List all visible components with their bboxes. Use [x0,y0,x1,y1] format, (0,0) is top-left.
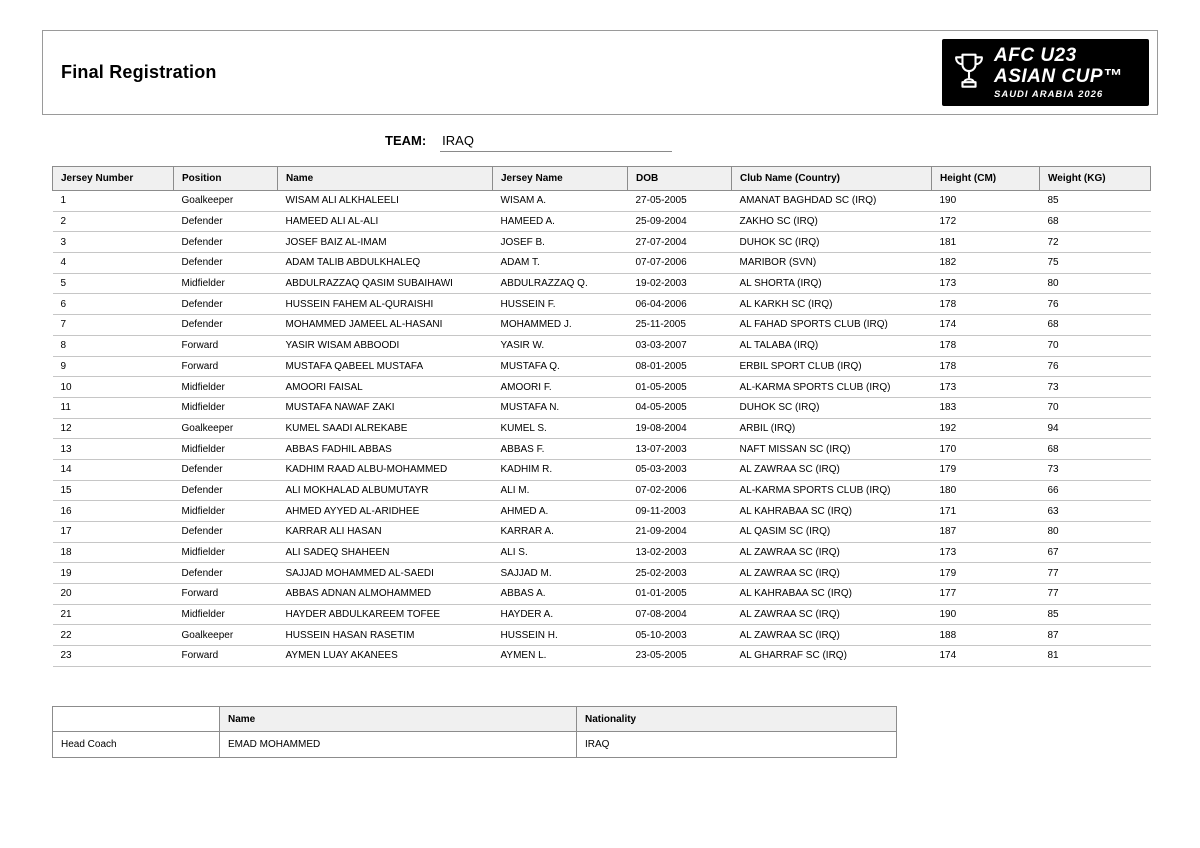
column-header: Name [220,707,577,732]
trophy-icon [952,50,986,96]
table-cell: 85 [1040,604,1151,625]
table-cell: 73 [1040,377,1151,398]
table-cell: 70 [1040,397,1151,418]
table-cell: 182 [932,253,1040,274]
team-label: TEAM: [385,133,427,148]
table-cell: HUSSEIN HASAN RASETIM [278,625,493,646]
table-cell: 17 [53,522,174,543]
table-row [53,356,1151,377]
table-cell: Forward [174,335,278,356]
header-row [53,167,1151,191]
table-cell: HAYDER A. [493,604,628,625]
table-cell: 85 [1040,191,1151,212]
logo-line-1: AFC U23 [994,44,1077,66]
table-cell: Defender [174,294,278,315]
table-cell: Defender [174,522,278,543]
table-row [53,273,1151,294]
table-cell: HAYDER ABDULKAREEM TOFEE [278,604,493,625]
table-cell: AYMEN L. [493,646,628,667]
table-cell: 173 [932,542,1040,563]
table-cell: 15 [53,480,174,501]
table-cell: Goalkeeper [174,191,278,212]
table-cell: 23-05-2005 [628,646,732,667]
column-header [53,707,220,732]
table-cell: AL ZAWRAA SC (IRQ) [732,542,932,563]
table-cell: KADHIM R. [493,459,628,480]
table-cell: AMOORI F. [493,377,628,398]
table-cell: MARIBOR (SVN) [732,253,932,274]
table-cell: MUSTAFA Q. [493,356,628,377]
table-cell: Defender [174,480,278,501]
table-cell: 77 [1040,584,1151,605]
table-cell: 63 [1040,501,1151,522]
table-cell: AHMED A. [493,501,628,522]
table-cell: 181 [932,232,1040,253]
table-cell: 19-02-2003 [628,273,732,294]
table-cell: Forward [174,646,278,667]
table-cell: 9 [53,356,174,377]
table-cell: 77 [1040,563,1151,584]
table-cell: 1 [53,191,174,212]
table-cell: 70 [1040,335,1151,356]
table-cell: 27-05-2005 [628,191,732,212]
table-cell: 2 [53,211,174,232]
table-cell: MUSTAFA QABEEL MUSTAFA [278,356,493,377]
column-header: Jersey Number [53,167,174,191]
column-header: Name [278,167,493,191]
table-cell: SAJJAD M. [493,563,628,584]
table-cell: 06-04-2006 [628,294,732,315]
table-cell: 80 [1040,522,1151,543]
table-cell: 87 [1040,625,1151,646]
table-cell: 11 [53,397,174,418]
table-row [53,377,1151,398]
table-cell: JOSEF B. [493,232,628,253]
table-cell: 08-01-2005 [628,356,732,377]
table-cell: DUHOK SC (IRQ) [732,232,932,253]
table-cell: 07-07-2006 [628,253,732,274]
table-cell: KUMEL S. [493,418,628,439]
column-header: Position [174,167,278,191]
table-cell: 21 [53,604,174,625]
table-cell: 183 [932,397,1040,418]
table-cell: ALI S. [493,542,628,563]
table-cell: SAJJAD MOHAMMED AL-SAEDI [278,563,493,584]
table-cell: ABBAS A. [493,584,628,605]
table-cell: 16 [53,501,174,522]
table-cell: KUMEL SAADI ALREKABE [278,418,493,439]
table-cell: 13 [53,439,174,460]
table-cell: 10 [53,377,174,398]
logo-line-3: SAUDI ARABIA 2026 [994,88,1104,100]
page-title: Final Registration [61,62,217,82]
column-header: DOB [628,167,732,191]
table-cell: KARRAR ALI HASAN [278,522,493,543]
table-cell: AL KAHRABAA SC (IRQ) [732,501,932,522]
table-cell: ABBAS ADNAN ALMOHAMMED [278,584,493,605]
table-row [53,625,1151,646]
table-cell: AYMEN LUAY AKANEES [278,646,493,667]
table-cell: AL ZAWRAA SC (IRQ) [732,563,932,584]
logo-line-2: ASIAN CUP™ [994,65,1123,87]
table-cell: Midfielder [174,542,278,563]
table-cell: 01-01-2005 [628,584,732,605]
table-cell: WISAM A. [493,191,628,212]
table-cell: 7 [53,315,174,336]
table-cell: AL ZAWRAA SC (IRQ) [732,459,932,480]
table-row [53,459,1151,480]
players-table-body [53,191,1151,667]
table-cell: 187 [932,522,1040,543]
table-cell: Defender [174,211,278,232]
page-header [42,30,1158,115]
table-cell: YASIR WISAM ABBOODI [278,335,493,356]
table-cell: 76 [1040,356,1151,377]
table-cell: 07-02-2006 [628,480,732,501]
table-cell: 179 [932,563,1040,584]
table-cell: 180 [932,480,1040,501]
table-cell: 25-11-2005 [628,315,732,336]
table-cell: 03-03-2007 [628,335,732,356]
table-cell: 170 [932,439,1040,460]
table-cell: Head Coach [53,732,220,758]
table-row [53,315,1151,336]
table-cell: AMOORI FAISAL [278,377,493,398]
table-cell: 12 [53,418,174,439]
table-cell: 72 [1040,232,1151,253]
table-cell: 25-09-2004 [628,211,732,232]
table-cell: 177 [932,584,1040,605]
table-cell: AL ZAWRAA SC (IRQ) [732,625,932,646]
table-cell: 190 [932,604,1040,625]
table-row [53,335,1151,356]
table-cell: 192 [932,418,1040,439]
table-cell: JOSEF BAIZ AL-IMAM [278,232,493,253]
table-cell: HUSSEIN FAHEM AL-QURAISHI [278,294,493,315]
table-cell: 07-08-2004 [628,604,732,625]
table-row [53,397,1151,418]
table-cell: HUSSEIN F. [493,294,628,315]
table-row [53,604,1151,625]
table-cell: Midfielder [174,397,278,418]
table-cell: 20 [53,584,174,605]
table-cell: AL GHARRAF SC (IRQ) [732,646,932,667]
table-cell: HAMEED A. [493,211,628,232]
table-cell: Defender [174,253,278,274]
table-cell: 94 [1040,418,1151,439]
table-cell: Midfielder [174,501,278,522]
table-row [53,211,1151,232]
staff-table [52,706,897,758]
table-cell: 05-10-2003 [628,625,732,646]
table-cell: Midfielder [174,273,278,294]
table-cell: ALI MOKHALAD ALBUMUTAYR [278,480,493,501]
table-row [53,563,1151,584]
table-cell: WISAM ALI ALKHALEELI [278,191,493,212]
players-table [52,166,1151,667]
table-cell: Midfielder [174,604,278,625]
table-cell: Defender [174,459,278,480]
table-cell: AL-KARMA SPORTS CLUB (IRQ) [732,480,932,501]
table-row [53,418,1151,439]
table-cell: 76 [1040,294,1151,315]
table-cell: DUHOK SC (IRQ) [732,397,932,418]
table-cell: HAMEED ALI AL-ALI [278,211,493,232]
afc-u23-asian-cup-logo [942,39,1149,106]
table-cell: AL QASIM SC (IRQ) [732,522,932,543]
table-cell: AL FAHAD SPORTS CLUB (IRQ) [732,315,932,336]
table-cell: 22 [53,625,174,646]
table-row [53,646,1151,667]
table-cell: ARBIL (IRQ) [732,418,932,439]
table-cell: MUSTAFA NAWAF ZAKI [278,397,493,418]
table-cell: 13-07-2003 [628,439,732,460]
table-cell: 27-07-2004 [628,232,732,253]
column-header: Weight (KG) [1040,167,1151,191]
table-cell: 179 [932,459,1040,480]
table-cell: 178 [932,356,1040,377]
table-cell: YASIR W. [493,335,628,356]
table-cell: Goalkeeper [174,625,278,646]
table-cell: 73 [1040,459,1151,480]
table-cell: 19-08-2004 [628,418,732,439]
table-cell: 14 [53,459,174,480]
table-cell: 5 [53,273,174,294]
table-row [53,522,1151,543]
table-cell: KARRAR A. [493,522,628,543]
table-cell: ADAM TALIB ABDULKHALEQ [278,253,493,274]
table-cell: AL ZAWRAA SC (IRQ) [732,604,932,625]
table-cell: 172 [932,211,1040,232]
table-cell: 178 [932,294,1040,315]
table-cell: MOHAMMED J. [493,315,628,336]
table-row [53,732,897,758]
table-cell: AHMED AYYED AL-ARIDHEE [278,501,493,522]
header-row [53,707,897,732]
column-header: Jersey Name [493,167,628,191]
table-cell: IRAQ [577,732,897,758]
table-cell: AL-KARMA SPORTS CLUB (IRQ) [732,377,932,398]
staff-table-body [53,732,897,758]
table-cell: 67 [1040,542,1151,563]
table-cell: MUSTAFA N. [493,397,628,418]
table-cell: 04-05-2005 [628,397,732,418]
team-value: IRAQ [440,133,672,152]
table-cell: AL KAHRABAA SC (IRQ) [732,584,932,605]
table-row [53,294,1151,315]
table-cell: 23 [53,646,174,667]
table-cell: 174 [932,646,1040,667]
table-cell: 4 [53,253,174,274]
table-row [53,191,1151,212]
table-cell: 01-05-2005 [628,377,732,398]
table-cell: ADAM T. [493,253,628,274]
table-cell: Midfielder [174,377,278,398]
table-cell: ALI SADEQ SHAHEEN [278,542,493,563]
table-row [53,584,1151,605]
table-cell: 8 [53,335,174,356]
staff-table-header [53,707,897,732]
table-cell: ZAKHO SC (IRQ) [732,211,932,232]
table-cell: Defender [174,315,278,336]
table-cell: 173 [932,377,1040,398]
table-cell: AMANAT BAGHDAD SC (IRQ) [732,191,932,212]
column-header: Nationality [577,707,897,732]
table-row [53,232,1151,253]
table-cell: ABDULRAZZAQ Q. [493,273,628,294]
table-cell: 18 [53,542,174,563]
table-cell: 190 [932,191,1040,212]
table-cell: 3 [53,232,174,253]
table-cell: 13-02-2003 [628,542,732,563]
table-cell: 68 [1040,439,1151,460]
table-cell: ABBAS FADHIL ABBAS [278,439,493,460]
table-cell: 25-02-2003 [628,563,732,584]
table-row [53,542,1151,563]
table-cell: 174 [932,315,1040,336]
table-cell: Forward [174,356,278,377]
table-cell: Defender [174,563,278,584]
table-cell: 05-03-2003 [628,459,732,480]
table-cell: 80 [1040,273,1151,294]
table-cell: AL KARKH SC (IRQ) [732,294,932,315]
table-cell: 68 [1040,211,1151,232]
column-header: Club Name (Country) [732,167,932,191]
table-cell: 68 [1040,315,1151,336]
table-cell: ABBAS F. [493,439,628,460]
table-row [53,480,1151,501]
table-cell: 66 [1040,480,1151,501]
table-row [53,501,1151,522]
table-cell: Defender [174,232,278,253]
table-cell: MOHAMMED JAMEEL AL-HASANI [278,315,493,336]
table-cell: 75 [1040,253,1151,274]
column-header: Height (CM) [932,167,1040,191]
table-cell: 09-11-2003 [628,501,732,522]
table-cell: AL SHORTA (IRQ) [732,273,932,294]
table-cell: AL TALABA (IRQ) [732,335,932,356]
table-cell: 171 [932,501,1040,522]
table-cell: KADHIM RAAD ALBU-MOHAMMED [278,459,493,480]
table-cell: Midfielder [174,439,278,460]
logo-text [994,46,1123,100]
table-cell: ALI M. [493,480,628,501]
table-cell: 178 [932,335,1040,356]
table-cell: 81 [1040,646,1151,667]
table-cell: Forward [174,584,278,605]
table-cell: ABDULRAZZAQ QASIM SUBAIHAWI [278,273,493,294]
table-row [53,253,1151,274]
table-row [53,439,1151,460]
table-cell: 19 [53,563,174,584]
table-cell: 173 [932,273,1040,294]
table-cell: NAFT MISSAN SC (IRQ) [732,439,932,460]
table-cell: EMAD MOHAMMED [220,732,577,758]
table-cell: 188 [932,625,1040,646]
team-line [385,133,672,152]
table-cell: 21-09-2004 [628,522,732,543]
table-cell: Goalkeeper [174,418,278,439]
table-cell: ERBIL SPORT CLUB (IRQ) [732,356,932,377]
players-table-header [53,167,1151,191]
table-cell: 6 [53,294,174,315]
table-cell: HUSSEIN H. [493,625,628,646]
